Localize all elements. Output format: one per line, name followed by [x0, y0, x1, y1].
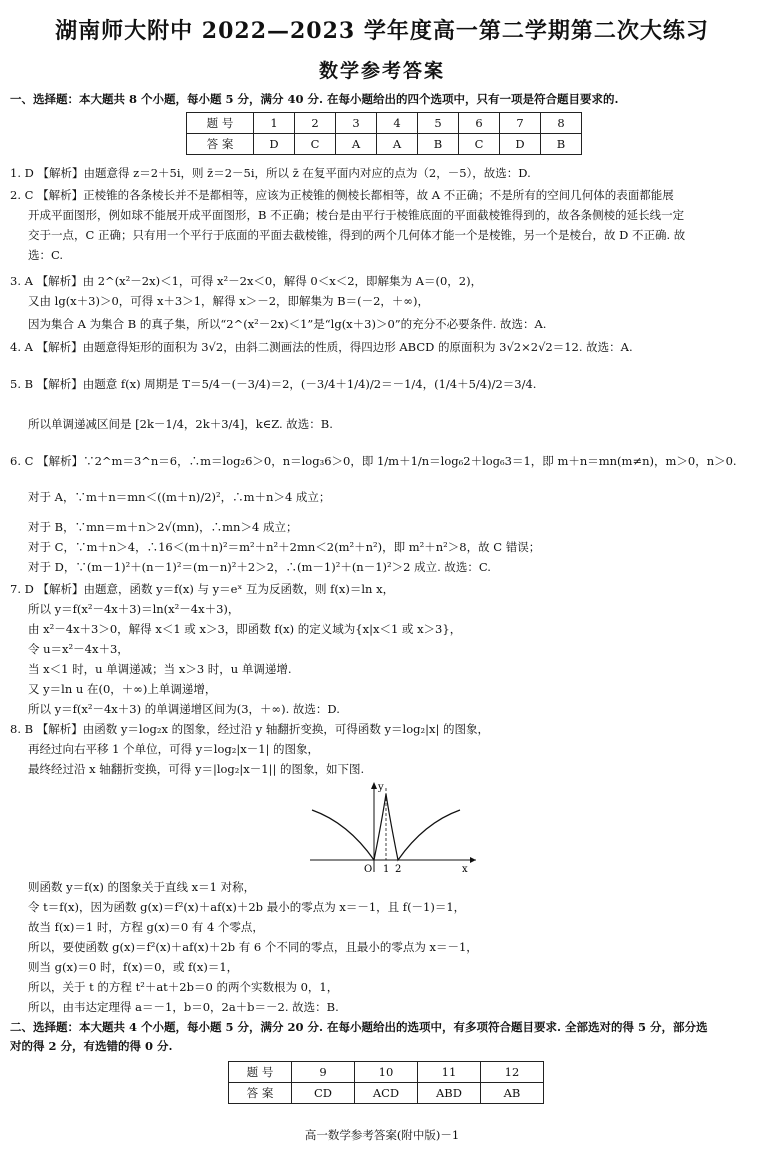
- table-cell: A: [336, 134, 377, 155]
- table-cell: 4: [377, 113, 418, 134]
- table-header-cell: 题 号: [229, 1062, 292, 1083]
- x-axis-arrow: [470, 857, 476, 863]
- answer-line: 当 x＜1 时，u 单调递减；当 x＞3 时，u 单调递增.: [28, 662, 292, 676]
- answer-line: 所以，关于 t 的方程 t²＋at＋2b＝0 的两个实数根为 0，1，: [28, 980, 339, 994]
- table-cell: 1: [254, 113, 295, 134]
- table-header-cell: 题 号: [187, 113, 254, 134]
- table-cell: 5: [418, 113, 459, 134]
- answer-line: 1. D 【解析】由题意得 z＝2＋5i，则 z̄＝2－5i，所以 z̄ 在复平面内对应的点为（2，－5），故选：D.: [10, 166, 531, 180]
- answer-line: 又由 lg(x＋3)＞0，可得 x＋3＞1，解得 x＞－2，即解集为 B＝(－2，＋∞)，: [28, 294, 429, 308]
- table-cell: C: [459, 134, 500, 155]
- table-cell: 12: [481, 1062, 544, 1083]
- origin-label: O: [364, 864, 373, 875]
- table-cell: ABD: [418, 1083, 481, 1104]
- answer-line: 5. B 【解析】由题意 f(x) 周期是 T＝5/4－(－3/4)＝2，(－3/4＋1/4)/2＝－1/4，(1/4＋5/4)/2＝3/4.: [10, 377, 537, 391]
- answer-table-2: [228, 1061, 544, 1104]
- tick-label-1: 1: [383, 864, 390, 875]
- y-axis-label: y: [378, 782, 384, 793]
- answer-line: 对于 C，∵m＋n＞4，∴16＜(m＋n)²＝m²＋n²＋2mn＜2(m²＋n²)，即 m²＋n²＞8，故 C 错误；: [28, 540, 541, 554]
- table-cell: CD: [292, 1083, 355, 1104]
- answer-line: 最终经过沿 x 轴翻折变换，可得 y＝|log₂|x－1|| 的图象，如下图.: [28, 762, 365, 776]
- left-branch: [312, 794, 386, 860]
- table-cell: 2: [295, 113, 336, 134]
- answer-line: 故当 f(x)＝1 时，方程 g(x)＝0 有 4 个零点，: [28, 920, 264, 934]
- answer-line: 选：C.: [28, 248, 64, 262]
- table-row: [229, 1062, 544, 1083]
- answer-line: 所以单调递减区间是 [2k－1/4，2k＋3/4]，k∈Z. 故选：B.: [28, 417, 333, 431]
- table-cell: D: [500, 134, 541, 155]
- answer-line: 所以，由韦达定理得 a＝－1，b＝0，2a＋b＝－2. 故选：B.: [28, 1000, 339, 1014]
- answer-line: 令 t＝f(x)，因为函数 g(x)＝f²(x)＋af(x)＋2b 最小的零点为 x＝－1，且 f(－1)＝1，: [28, 900, 466, 914]
- answer-line: 令 u＝x²－4x＋3，: [28, 642, 129, 656]
- answer-line: 6. C 【解析】∵2^m＝3^n＝6，∴m＝log₂6＞0，n＝log₃6＞0，即 1/m＋1/n＝log₆2＋log₆3＝1，即 m＋n＝mn(m≠n)，m＞0，n＞0.: [10, 454, 737, 468]
- table-cell: B: [418, 134, 459, 155]
- answer-line: 3. A 【解析】由 2^(x²－2x)＜1，可得 x²－2x＜0，解得 0＜x＜2，即解集为 A＝(0，2)，: [10, 274, 483, 288]
- table-cell: 3: [336, 113, 377, 134]
- table-cell: 7: [500, 113, 541, 134]
- table-cell: 11: [418, 1062, 481, 1083]
- answer-line: 则函数 y＝f(x) 的图象关于直线 x＝1 对称，: [28, 880, 256, 894]
- table-cell: 8: [541, 113, 582, 134]
- table-cell: 6: [459, 113, 500, 134]
- table-cell: ACD: [355, 1083, 418, 1104]
- answer-line: 再经过向右平移 1 个单位，可得 y＝log₂|x－1| 的图象，: [28, 742, 320, 756]
- answer-line: 由 x²－4x＋3＞0，解得 x＜1 或 x＞3，即函数 f(x) 的定义域为{x|x＜1 或 x＞3}，: [28, 622, 462, 636]
- tick-label-2: 2: [395, 864, 402, 875]
- table-row: [229, 1083, 544, 1104]
- table-cell: D: [254, 134, 295, 155]
- page-footer: 高一数学参考答案(附中版)－1: [304, 1128, 460, 1142]
- section-2-heading-line-2: 对的得 2 分，有选错的得 0 分.: [10, 1039, 173, 1053]
- table-header-cell: 答 案: [187, 134, 254, 155]
- function-graph: [310, 780, 480, 876]
- answer-line: 开成平面图形，例如球不能展开成平面图形，B 不正确；棱台是由平行于棱锥底面的平面截棱锥得到的，故各条侧棱的延长线一定: [28, 208, 685, 222]
- answer-line: 所以，要使函数 g(x)＝f²(x)＋af(x)＋2b 有 6 个不同的零点，且最小的零点为 x＝－1，: [28, 940, 478, 954]
- table-header-cell: 答 案: [229, 1083, 292, 1104]
- page-subtitle: 数学参考答案: [318, 60, 445, 82]
- answer-line: 因为集合 A 为集合 B 的真子集，所以“2^(x²－2x)＜1”是“lg(x＋3)＞0”的充分不必要条件. 故选：A.: [28, 317, 547, 331]
- answer-line: 对于 B，∵mn＝m＋n＞2√(mn)，∴mn＞4 成立；: [28, 520, 298, 534]
- answer-line: 7. D 【解析】由题意，函数 y＝f(x) 与 y＝eˣ 互为反函数，则 f(x)＝ln x，: [10, 582, 395, 596]
- answer-line: 所以 y＝f(x²－4x＋3)＝ln(x²－4x＋3)，: [28, 602, 240, 616]
- answer-line: 2. C 【解析】正棱锥的各条棱长并不是都相等，应该为正棱锥的侧棱长都相等，故 A 不正确；不是所有的空间几何体的表面都能展: [10, 188, 674, 202]
- answer-line: 所以 y＝f(x²－4x＋3) 的单调递增区间为(3，＋∞). 故选：D.: [28, 702, 340, 716]
- answer-table-1: [186, 112, 582, 155]
- table-cell: AB: [481, 1083, 544, 1104]
- answer-line: 对于 D，∵(m－1)²＋(n－1)²＝(m－n)²＋2＞2，∴(m－1)²＋(n－1)²＞2 成立. 故选：C.: [28, 560, 491, 574]
- right-branch: [386, 794, 460, 860]
- table-cell: 10: [355, 1062, 418, 1083]
- answer-line: 对于 A，∵m＋n＝mn＜((m＋n)/2)²，∴m＋n＞4 成立；: [28, 490, 331, 504]
- y-axis-arrow: [371, 782, 377, 789]
- x-axis-label: x: [462, 864, 468, 875]
- page-title: 湖南师大附中 2022—2023 学年度高一第二学期第二次大练习: [55, 18, 709, 44]
- table-cell: C: [295, 134, 336, 155]
- answer-line: 交于一点，C 正确；只有用一个平行于底面的平面去截棱锥，得到的两个几何体才能一个是棱锥，另一个是棱台，故 D 不正确. 故: [28, 228, 686, 242]
- table-cell: B: [541, 134, 582, 155]
- table-row: [187, 113, 582, 134]
- section-1-heading: 一、选择题：本大题共 8 个小题，每小题 5 分，满分 40 分. 在每小题给出的四个选项中，只有一项是符合题目要求的.: [10, 92, 619, 106]
- section-2-heading-line-1: 二、选择题：本大题共 4 个小题，每小题 5 分，满分 20 分. 在每小题给出的选项中，有多项符合题目要求. 全部选对的得 5 分，部分选: [10, 1020, 708, 1034]
- table-row: [187, 134, 582, 155]
- table-cell: A: [377, 134, 418, 155]
- answer-line: 则当 g(x)＝0 时，f(x)＝0，或 f(x)＝1，: [28, 960, 239, 974]
- table-cell: 9: [292, 1062, 355, 1083]
- answer-line: 8. B 【解析】由函数 y＝log₂x 的图象，经过沿 y 轴翻折变换，可得函数 y＝log₂|x| 的图象，: [10, 722, 490, 736]
- answer-line: 又 y＝ln u 在(0，＋∞)上单调递增，: [28, 682, 217, 696]
- answer-line: 4. A 【解析】由题意得矩形的面积为 3√2，由斜二测画法的性质，得四边形 ABCD 的原面积为 3√2×2√2＝12. 故选：A.: [10, 340, 633, 354]
